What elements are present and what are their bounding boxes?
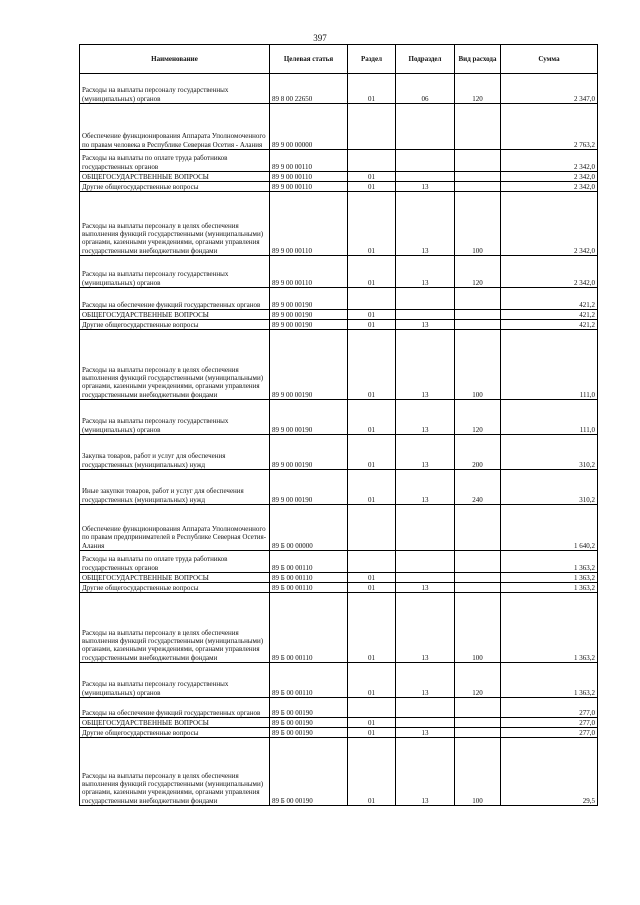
cell-expense-type: 100: [455, 192, 501, 256]
cell-section: 01: [348, 74, 396, 104]
table-row: [80, 104, 598, 150]
cell-subsection: 13: [396, 470, 455, 505]
cell-name: Расходы на выплаты персоналу государственных (муниципальных) органов: [80, 400, 270, 435]
table-row: [80, 551, 598, 573]
table-row: [80, 150, 598, 172]
cell-subsection: [396, 698, 455, 718]
cell-code: 89 Б 00 00110: [270, 663, 348, 698]
cell-amount: 29,5: [501, 738, 598, 806]
cell-expense-type: [455, 104, 501, 150]
cell-subsection: 13: [396, 320, 455, 330]
cell-amount: 277,0: [501, 698, 598, 718]
cell-subsection: [396, 288, 455, 310]
cell-code: 89 Б 00 00190: [270, 698, 348, 718]
cell-code: 89 Б 00 00110: [270, 593, 348, 663]
cell-section: 01: [348, 256, 396, 288]
table-row: [80, 663, 598, 698]
header-target: Целевая статья: [270, 45, 348, 74]
cell-code: 89 Б 00 00190: [270, 728, 348, 738]
cell-section: 01: [348, 310, 396, 320]
cell-section: [348, 505, 396, 551]
cell-amount: 277,0: [501, 728, 598, 738]
cell-expense-type: 120: [455, 74, 501, 104]
cell-section: 01: [348, 330, 396, 400]
cell-expense-type: [455, 718, 501, 728]
cell-amount: 1 363,2: [501, 551, 598, 573]
cell-section: [348, 104, 396, 150]
table-row: [80, 288, 598, 310]
cell-amount: 1 363,2: [501, 593, 598, 663]
cell-expense-type: 240: [455, 470, 501, 505]
cell-name: ОБЩЕГОСУДАРСТВЕННЫЕ ВОПРОСЫ: [80, 310, 270, 320]
cell-code: 89 9 00 00190: [270, 400, 348, 435]
cell-amount: 1 363,2: [501, 573, 598, 583]
table-row: [80, 435, 598, 470]
cell-name: Расходы на выплаты персоналу в целях обеспечения выполнения функций государственными (муниципальными) органами, казенными учреждениями, органами управления государственными внебюджетными фондами: [80, 330, 270, 400]
cell-amount: 2 347,0: [501, 74, 598, 104]
cell-name: Обеспечение функционирования Аппарата Уполномоченного по правам человека в Республике Северная Осетия - Алания: [80, 104, 270, 150]
cell-name: ОБЩЕГОСУДАРСТВЕННЫЕ ВОПРОСЫ: [80, 172, 270, 182]
cell-name: ОБЩЕГОСУДАРСТВЕННЫЕ ВОПРОСЫ: [80, 573, 270, 583]
cell-code: 89 Б 00 00110: [270, 573, 348, 583]
cell-section: 01: [348, 470, 396, 505]
cell-subsection: [396, 718, 455, 728]
cell-expense-type: [455, 583, 501, 593]
cell-subsection: 06: [396, 74, 455, 104]
table-row: [80, 182, 598, 192]
cell-name: Расходы на выплаты персоналу государственных (муниципальных) органов: [80, 663, 270, 698]
cell-expense-type: 200: [455, 435, 501, 470]
cell-amount: 310,2: [501, 435, 598, 470]
table-row: [80, 738, 598, 806]
cell-name: Обеспечение функционирования Аппарата Уполномоченного по правам предпринимателей в Республике Северная Осетия-Алания: [80, 505, 270, 551]
cell-amount: 277,0: [501, 718, 598, 728]
cell-code: 89 Б 00 00110: [270, 583, 348, 593]
cell-code: 89 9 00 00110: [270, 182, 348, 192]
table-row: [80, 470, 598, 505]
cell-section: 01: [348, 320, 396, 330]
table-row: [80, 505, 598, 551]
cell-subsection: [396, 505, 455, 551]
cell-subsection: 13: [396, 435, 455, 470]
cell-code: 89 9 00 00110: [270, 192, 348, 256]
page-number: 397: [313, 33, 327, 43]
cell-subsection: [396, 551, 455, 573]
header-expense-type: Вид расхода: [455, 45, 501, 74]
cell-name: Расходы на выплаты персоналу в целях обеспечения выполнения функций государственными (муниципальными) органами, казенными учреждениями, органами управления государственными внебюджетными фондами: [80, 738, 270, 806]
cell-expense-type: [455, 728, 501, 738]
cell-expense-type: 120: [455, 256, 501, 288]
cell-subsection: 13: [396, 182, 455, 192]
table-row: [80, 74, 598, 104]
cell-expense-type: [455, 320, 501, 330]
cell-name: Другие общегосударственные вопросы: [80, 182, 270, 192]
table-row: [80, 310, 598, 320]
cell-amount: 2 342,0: [501, 172, 598, 182]
cell-name: ОБЩЕГОСУДАРСТВЕННЫЕ ВОПРОСЫ: [80, 718, 270, 728]
cell-amount: 2 342,0: [501, 192, 598, 256]
cell-section: 01: [348, 573, 396, 583]
cell-section: [348, 698, 396, 718]
cell-expense-type: [455, 310, 501, 320]
cell-code: 89 9 00 00000: [270, 104, 348, 150]
cell-subsection: 13: [396, 663, 455, 698]
cell-code: 89 9 00 00190: [270, 310, 348, 320]
cell-code: 89 Б 00 00190: [270, 738, 348, 806]
cell-subsection: 13: [396, 192, 455, 256]
cell-amount: 2 342,0: [501, 182, 598, 192]
cell-code: 89 Б 00 00110: [270, 551, 348, 573]
table-row: [80, 718, 598, 728]
cell-name: Расходы на выплаты персоналу государственных (муниципальных) органов: [80, 256, 270, 288]
cell-amount: 2 342,0: [501, 150, 598, 172]
table-row: [80, 400, 598, 435]
table-row: [80, 256, 598, 288]
cell-name: Расходы на обеспечение функций государственных органов: [80, 288, 270, 310]
cell-amount: 2 763,2: [501, 104, 598, 150]
cell-amount: 111,0: [501, 400, 598, 435]
cell-name: Расходы на обеспечение функций государственных органов: [80, 698, 270, 718]
table-row: [80, 698, 598, 718]
table-row: [80, 728, 598, 738]
cell-name: Расходы на выплаты по оплате труда работников государственных органов: [80, 150, 270, 172]
cell-name: Другие общегосударственные вопросы: [80, 728, 270, 738]
cell-expense-type: 120: [455, 400, 501, 435]
cell-name: Закупка товаров, работ и услуг для обеспечения государственных (муниципальных) нужд: [80, 435, 270, 470]
header-name: Наименование: [80, 45, 270, 74]
cell-subsection: 13: [396, 738, 455, 806]
cell-section: 01: [348, 435, 396, 470]
cell-subsection: [396, 104, 455, 150]
cell-expense-type: 100: [455, 593, 501, 663]
cell-code: 89 9 00 00190: [270, 435, 348, 470]
cell-name: Другие общегосударственные вопросы: [80, 583, 270, 593]
cell-section: 01: [348, 172, 396, 182]
table-row: [80, 320, 598, 330]
cell-subsection: [396, 573, 455, 583]
cell-code: 89 Б 00 00190: [270, 718, 348, 728]
cell-amount: 310,2: [501, 470, 598, 505]
cell-amount: 421,2: [501, 310, 598, 320]
cell-subsection: [396, 150, 455, 172]
budget-table: [79, 44, 598, 806]
cell-expense-type: [455, 182, 501, 192]
cell-code: 89 9 00 00110: [270, 256, 348, 288]
cell-section: 01: [348, 718, 396, 728]
cell-expense-type: [455, 288, 501, 310]
cell-section: 01: [348, 728, 396, 738]
cell-amount: 421,2: [501, 320, 598, 330]
cell-expense-type: 100: [455, 738, 501, 806]
cell-subsection: 13: [396, 330, 455, 400]
cell-amount: 421,2: [501, 288, 598, 310]
cell-name: Расходы на выплаты персоналу в целях обеспечения выполнения функций государственными (муниципальными) органами, казенными учреждениями, органами управления государственными внебюджетными фондами: [80, 192, 270, 256]
cell-expense-type: [455, 551, 501, 573]
cell-code: 89 9 00 00190: [270, 470, 348, 505]
cell-subsection: 13: [396, 400, 455, 435]
cell-expense-type: [455, 172, 501, 182]
table-row: [80, 172, 598, 182]
cell-expense-type: [455, 698, 501, 718]
cell-code: 89 9 00 00190: [270, 330, 348, 400]
cell-name: Расходы на выплаты персоналу в целях обеспечения выполнения функций государственными (муниципальными) органами, казенными учреждениями, органами управления государственными внебюджетными фондами: [80, 593, 270, 663]
cell-section: 01: [348, 593, 396, 663]
cell-code: 89 9 00 00110: [270, 150, 348, 172]
cell-amount: 1 363,2: [501, 663, 598, 698]
table-row: [80, 330, 598, 400]
cell-section: 01: [348, 663, 396, 698]
cell-subsection: 13: [396, 256, 455, 288]
cell-code: 89 9 00 00190: [270, 320, 348, 330]
cell-name: Расходы на выплаты персоналу государственных (муниципальных) органов: [80, 74, 270, 104]
cell-section: 01: [348, 182, 396, 192]
cell-subsection: 13: [396, 728, 455, 738]
cell-subsection: 13: [396, 583, 455, 593]
cell-expense-type: 120: [455, 663, 501, 698]
table-header-row: [80, 45, 598, 74]
cell-section: 01: [348, 738, 396, 806]
cell-section: 01: [348, 583, 396, 593]
table-row: [80, 583, 598, 593]
header-subsection: Подраздел: [396, 45, 455, 74]
cell-code: 89 9 00 00190: [270, 288, 348, 310]
cell-section: 01: [348, 400, 396, 435]
cell-expense-type: [455, 505, 501, 551]
cell-name: Иные закупки товаров, работ и услуг для обеспечения государственных (муниципальных) нужд: [80, 470, 270, 505]
cell-expense-type: 100: [455, 330, 501, 400]
cell-section: [348, 551, 396, 573]
table-body: [80, 74, 598, 806]
cell-section: 01: [348, 192, 396, 256]
table-row: [80, 593, 598, 663]
cell-amount: 2 342,0: [501, 256, 598, 288]
cell-code: 89 Б 00 00000: [270, 505, 348, 551]
header-amount: Сумма: [501, 45, 598, 74]
cell-subsection: 13: [396, 593, 455, 663]
cell-name: Другие общегосударственные вопросы: [80, 320, 270, 330]
cell-amount: 1 640,2: [501, 505, 598, 551]
cell-expense-type: [455, 573, 501, 583]
cell-amount: 1 363,2: [501, 583, 598, 593]
cell-code: 89 9 00 00110: [270, 172, 348, 182]
table-row: [80, 192, 598, 256]
cell-section: [348, 150, 396, 172]
cell-subsection: [396, 310, 455, 320]
cell-code: 89 8 00 22650: [270, 74, 348, 104]
cell-subsection: [396, 172, 455, 182]
table-row: [80, 573, 598, 583]
cell-expense-type: [455, 150, 501, 172]
header-section: Раздел: [348, 45, 396, 74]
cell-name: Расходы на выплаты по оплате труда работников государственных органов: [80, 551, 270, 573]
cell-amount: 111,0: [501, 330, 598, 400]
cell-section: [348, 288, 396, 310]
